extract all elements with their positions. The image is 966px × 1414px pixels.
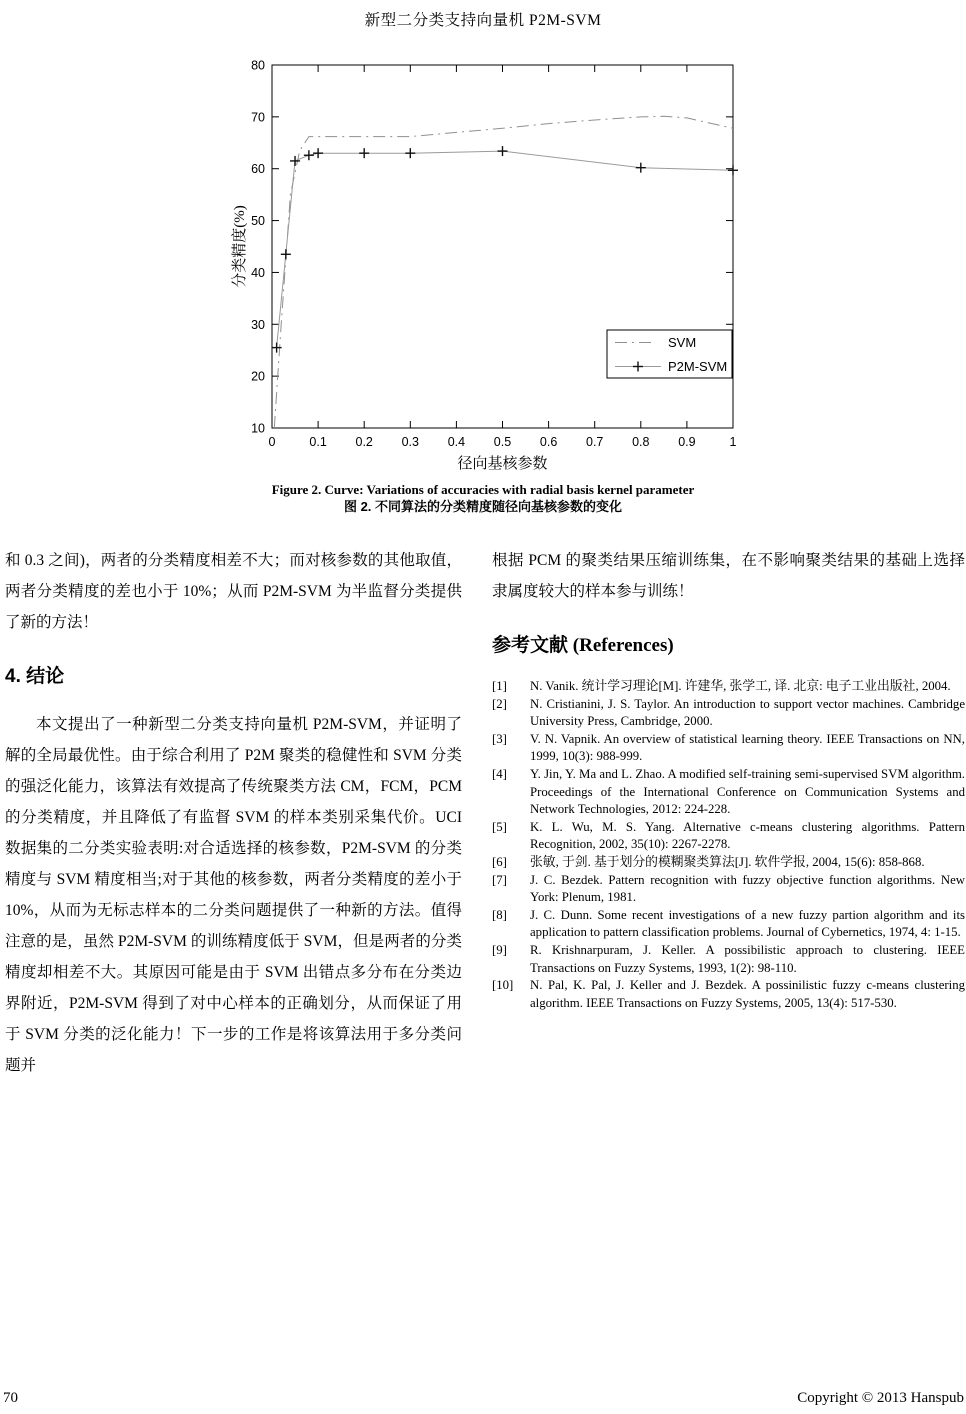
y-axis-label: 分类精度(%) [232, 205, 248, 288]
figure-caption-english: Figure 2. Curve: Variations of accuracies with radial basis kernel parameter [271, 482, 695, 497]
x-tick-label: 0.5 [493, 435, 512, 449]
conclusion-paragraph: 本文提出了一种新型二分类支持向量机 P2M-SVM，并证明了解的全局最优性。由于综合利用了 P2M 聚类的稳健性和 SVM 分类的强泛化能力，该算法有效提高了传统聚类方法 CM，FCM，PCM 的分类精度，并且降低了有监督 SVM 的样本类别采集代价。UCI 数据集的二分类实验表明:对合适选择的核参数，P2M-SVM 的分类精度与 SVM 精度相当;对于其他的核参数，两者分类精度的差小于 10%，从而为无标志样本的二分类问题提供了一种新的方法。值得注意的是，虽然 P2M-SVM 的训练精度低于 SVM，但是两者的分类精度却相差不大。其原因可能是由于 SVM 出错点多分布在分类边界附近，P2M-SVM 得到了对中心样本的正确划分，从而保证了用于 SVM 分类的泛化能力！下一步的工作是将该算法用于多分类问题并 [5, 716, 462, 1074]
reference-item [492, 819, 965, 854]
legend-label-svm: SVM [668, 335, 697, 350]
figure-2-captions [0, 481, 966, 515]
x-tick-label: 0.8 [632, 435, 650, 449]
y-tick-label: 60 [251, 162, 265, 177]
right-column [492, 545, 965, 1012]
x-tick-label: 0 [268, 435, 276, 449]
y-tick-label: 40 [251, 265, 265, 280]
reference-text: J. C. Dunn. Some recent investigations of a new fuzzy partion algorithm and its application to pattern classification problems. Journal of Cybernetics, 1974, 4: 1-15. [530, 907, 965, 940]
references-heading-zh: 参考文献 [492, 635, 569, 656]
references-list [492, 678, 965, 1012]
y-tick-label: 10 [251, 421, 265, 436]
x-tick-label: 0.9 [678, 435, 696, 449]
reference-text: V. N. Vapnik. An overview of statistical learning theory. IEEE Transactions on NN, 1999, 10(3): 988-999. [530, 731, 965, 764]
reference-item [492, 678, 965, 696]
paragraph-pcm: 根据 PCM 的聚类结果压缩训练集，在不影响聚类结果的基础上选择隶属度较大的样本参与训练！ [492, 552, 965, 600]
reference-number: [3] [492, 731, 507, 746]
axis-ticks [251, 59, 736, 450]
reference-text: Y. Jin, Y. Ma and L. Zhao. A modified self-training semi-supervised SVM algorithm. Proceedings of the International Conference on Communication Systems and Network Technologies, 2012: 224-228. [530, 766, 965, 817]
reference-text: N. Vanik. 统计学习理论[M]. 许建华, 张学工, 译. 北京: 电子工业出版社, 2004. [530, 679, 951, 693]
reference-text: R. Krishnarpuram, J. Keller. A possibilistic approach to clustering. IEEE Transactions on Fuzzy Systems, 1993, 1(2): 98-110. [530, 942, 965, 975]
reference-number: [10] [492, 978, 514, 993]
y-tick-label: 30 [251, 317, 265, 332]
references-heading-en: (References) [568, 635, 674, 656]
reference-item [492, 942, 965, 977]
section-heading-references [492, 634, 965, 658]
chart-legend [607, 330, 732, 378]
figure-2-chart [228, 52, 748, 480]
x-tick-label: 0.7 [586, 435, 604, 449]
section-heading-conclusion: 4. 结论 [5, 666, 65, 687]
reference-item [492, 907, 965, 942]
reference-item [492, 766, 965, 819]
reference-number: [4] [492, 766, 507, 781]
reference-text: 张敏, 于剑. 基于划分的模糊聚类算法[J]. 软件学报, 2004, 15(6): 858-868. [530, 854, 925, 869]
y-tick-label: 20 [251, 369, 265, 384]
reference-number: [5] [492, 819, 507, 834]
reference-text: J. C. Bezdek. Pattern recognition with fuzzy objective function algorithms. New York: Plenum, 1981. [530, 872, 965, 905]
legend-label-p2m-svm: P2M-SVM [668, 359, 728, 374]
figure-caption-chinese: 图 2. 不同算法的分类精度随径向基核参数的变化 [343, 499, 623, 514]
series-line-svm [274, 116, 733, 428]
x-tick-label: 0.1 [309, 435, 327, 449]
figure-2 [228, 52, 748, 480]
reference-text: N. Pal, K. Pal, J. Keller and J. Bezdek. A possinilistic fuzzy c-means clustering algorithm. IEEE Transactions on Fuzzy Systems, 2005, 13(4): 517-530. [530, 978, 965, 1010]
reference-item [492, 854, 965, 872]
reference-text: K. L. Wu, M. S. Yang. Alternative c-means clustering algorithms. Pattern Recognition, 2002, 35(10): 2267-2278. [530, 819, 965, 852]
series-markers-p2m-svm [272, 146, 738, 353]
x-axis-label: 径向基核参数 [457, 456, 548, 472]
x-tick-label: 0.3 [401, 435, 419, 449]
reference-text: N. Cristianini, J. S. Taylor. An introduction to support vector machines. Cambridge University Press, Cambridge, 2000. [530, 696, 965, 729]
running-head-title: 新型二分类支持向量机 P2M-SVM [364, 12, 602, 29]
reference-number: [8] [492, 907, 507, 922]
reference-item [492, 872, 965, 907]
series-line-p2m-svm [277, 151, 733, 348]
page-number: 70 [3, 1390, 18, 1406]
paragraph-continuation: 和 0.3 之间)，两者的分类精度相差不大；而对核参数的其他取值，两者分类精度的差也小于 10%；从而 P2M-SVM 为半监督分类提供了新的方法！ [5, 552, 462, 631]
reference-item [492, 696, 965, 731]
x-tick-label: 1 [729, 435, 737, 449]
copyright-notice: Copyright © 2013 Hanspub [797, 1390, 964, 1406]
reference-number: [6] [492, 854, 507, 869]
reference-item [492, 977, 965, 1012]
y-tick-label: 70 [251, 110, 265, 125]
x-tick-label: 0.4 [447, 435, 466, 449]
reference-item [492, 731, 965, 766]
reference-number: [1] [492, 679, 507, 693]
y-tick-label: 80 [251, 58, 265, 73]
reference-number: [9] [492, 942, 507, 957]
left-column [5, 545, 462, 1081]
y-tick-label: 50 [251, 214, 265, 229]
x-tick-label: 0.6 [539, 435, 558, 449]
reference-number: [7] [492, 872, 507, 887]
reference-number: [2] [492, 696, 507, 711]
x-tick-label: 0.2 [355, 435, 373, 449]
